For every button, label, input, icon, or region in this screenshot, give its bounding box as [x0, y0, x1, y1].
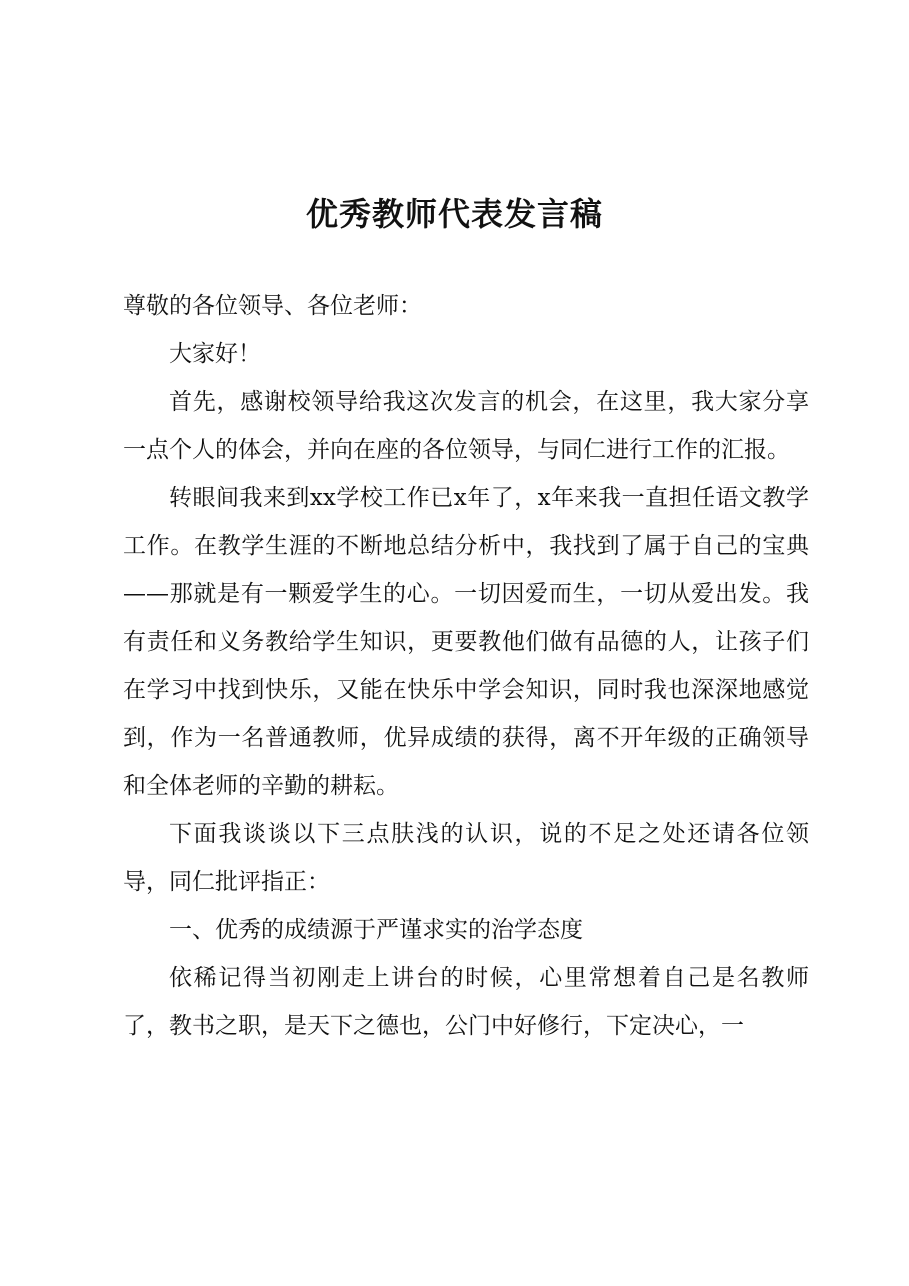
salutation: 尊敬的各位领导、各位老师：: [123, 293, 422, 319]
greeting: 大家好！: [169, 341, 261, 367]
paragraph-section-1: 依稀记得当初刚走上讲台的时候，心里常想着自己是名教师了，教书之职，是天下之德也，公门中好修行，下定决心，一: [123, 965, 809, 1039]
paragraph-points-intro: 下面我谈谈以下三点肤浅的认识，说的不足之处还请各位领导，同仁批评指正：: [123, 821, 809, 895]
section-heading-1: 一、优秀的成绩源于严谨求实的治学态度: [169, 917, 583, 943]
paragraph-experience: 转眼间我来到xx学校工作已x年了，x年来我一直担任语文教学工作。在教学生涯的不断地总结分析中，我找到了属于自己的宝典——那就是有一颗爱学生的心。一切因爱而生，一切从爱出发。我有责任和义务教给学生知识，更要教他们做有品德的人，让孩子们在学习中找到快乐，又能在快乐中学会知识，同时我也深深地感觉到，作为一名普通教师，优异成绩的获得，离不开年级的正确领导和全体老师的辛勤的耕耘。: [123, 485, 809, 799]
document-title: 优秀教师代表发言稿: [305, 195, 603, 233]
paragraph-intro: 首先，感谢校领导给我这次发言的机会，在这里，我大家分享一点个人的体会，并向在座的各位领导，与同仁进行工作的汇报。: [123, 389, 809, 463]
document-body: [123, 282, 809, 1050]
